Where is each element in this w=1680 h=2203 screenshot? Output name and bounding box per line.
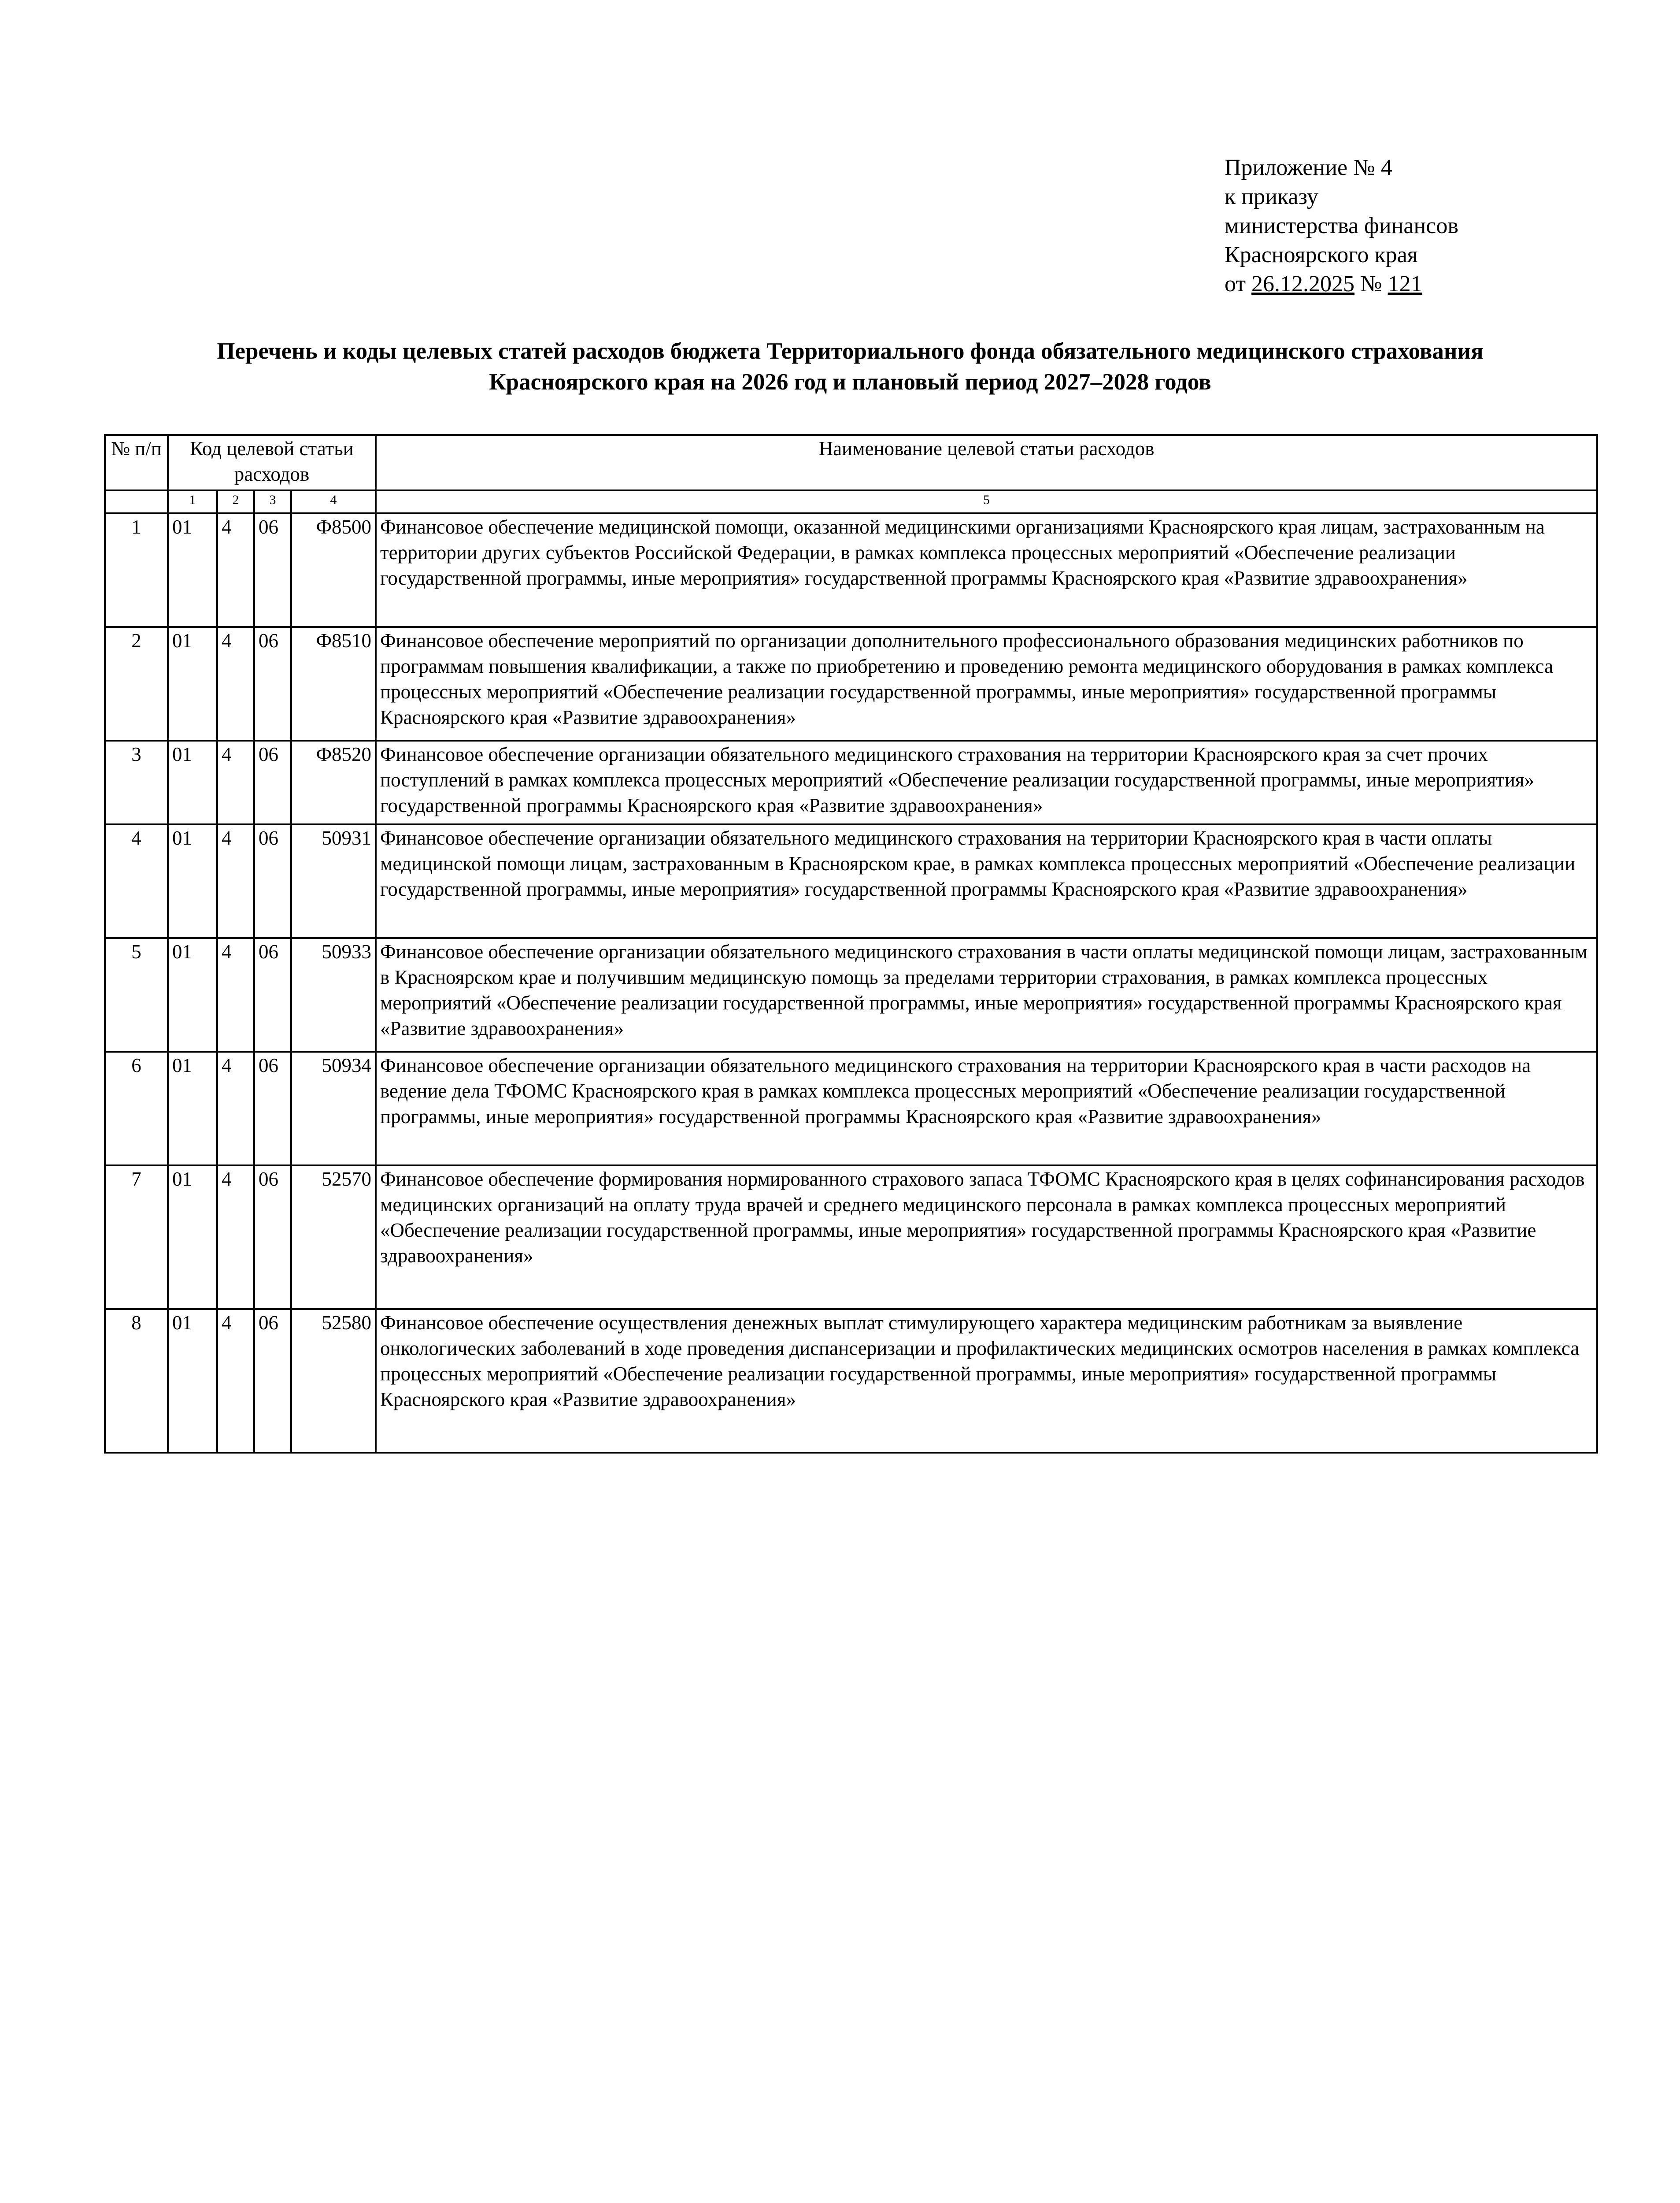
header-code: Код целевой статьи расходов <box>168 435 376 490</box>
col-num-blank <box>105 490 168 513</box>
table-row <box>105 627 1597 741</box>
row-number: 7 <box>105 1165 168 1309</box>
code-part-2: 4 <box>217 824 254 938</box>
table-row <box>105 741 1597 824</box>
article-name: Финансовое обеспечение мероприятий по организации дополнительного профессионального образования медицинских работников по программам повышения квалификации, а также по приобретению и проведению ремонта медицинского оборудования в рамках комплекса процессных мероприятий «Обеспечение реализации государственной программы, иные мероприятия» государственной программы Красноярского края «Развитие здравоохранения» <box>376 627 1597 741</box>
code-part-2: 4 <box>217 627 254 741</box>
row-number: 4 <box>105 824 168 938</box>
code-part-2: 4 <box>217 938 254 1052</box>
code-part-1: 01 <box>168 938 217 1052</box>
table-row <box>105 1165 1597 1309</box>
code-part-2: 4 <box>217 741 254 824</box>
article-name: Финансовое обеспечение медицинской помощи, оказанной медицинскими организациями Красноярского края лицам, застрахованным на территории других субъектов Российской Федерации, в рамках комплекса процессных мероприятий «Обеспечение реализации государственной программы, иные мероприятия» государственной программы Красноярского края «Развитие здравоохранения» <box>376 513 1597 627</box>
code-part-1: 01 <box>168 741 217 824</box>
article-name: Финансовое обеспечение организации обязательного медицинского страхования в части оплаты медицинской помощи лицам, застрахованным в Красноярском крае и получившим медицинскую помощь за пределами территории страхования, в рамках комплекса процессных мероприятий «Обеспечение реализации государственной программы, иные мероприятия» государственной программы Красноярского края «Развитие здравоохранения» <box>376 938 1597 1052</box>
article-name: Финансовое обеспечение организации обязательного медицинского страхования на территории Красноярского края в части оплаты медицинской помощи лицам, застрахованным в Красноярском крае, в рамках комплекса процессных мероприятий «Обеспечение реализации государственной программы, иные мероприятия» государственной программы Красноярского края «Развитие здравоохранения» <box>376 824 1597 938</box>
table-row <box>105 824 1597 938</box>
row-number: 3 <box>105 741 168 824</box>
row-number: 2 <box>105 627 168 741</box>
code-part-4: Ф8510 <box>291 627 376 741</box>
code-part-4: Ф8500 <box>291 513 376 627</box>
table-row <box>105 513 1597 627</box>
code-part-2: 4 <box>217 1052 254 1165</box>
table-header-row <box>105 435 1597 490</box>
article-name: Финансовое обеспечение осуществления денежных выплат стимулирующего характера медицинским работникам за выявление онкологических заболеваний в ходе проведения диспансеризации и профилактических медицинских осмотров населения в рамках комплекса процессных мероприятий «Обеспечение реализации государственной программы, иные мероприятия» государственной программы Красноярского края «Развитие здравоохранения» <box>376 1309 1597 1453</box>
appendix-block <box>1225 153 1458 299</box>
code-part-3: 06 <box>254 824 291 938</box>
article-name: Финансовое обеспечение организации обязательного медицинского страхования на территории Красноярского края за счет прочих поступлений в рамках комплекса процессных мероприятий «Обеспечение реализации государственной программы, иные мероприятия» государственной программы Красноярского края «Развитие здравоохранения» <box>376 741 1597 824</box>
title-line-1: Перечень и коды целевых статей расходов бюджета Территориального фонда обязательного медицинского страхования <box>217 338 1484 364</box>
title-line-2: Красноярского края на 2026 год и плановый период 2027–2028 годов <box>489 369 1211 395</box>
appendix-line-1: Приложение № 4 <box>1225 155 1392 180</box>
table-row <box>105 1309 1597 1453</box>
col-num-3: 3 <box>254 490 291 513</box>
row-number: 5 <box>105 938 168 1052</box>
table-row <box>105 1052 1597 1165</box>
appendix-date-line <box>1225 270 1458 299</box>
appendix-date: 26.12.2025 <box>1251 271 1355 297</box>
code-part-4: 50933 <box>291 938 376 1052</box>
code-part-3: 06 <box>254 1165 291 1309</box>
code-part-2: 4 <box>217 1309 254 1453</box>
code-part-3: 06 <box>254 741 291 824</box>
code-part-3: 06 <box>254 938 291 1052</box>
code-part-2: 4 <box>217 513 254 627</box>
appendix-line-4: Красноярского края <box>1225 242 1418 267</box>
column-number-row <box>105 490 1597 513</box>
col-num-5: 5 <box>376 490 1597 513</box>
appendix-date-prefix: от <box>1225 271 1246 297</box>
code-part-1: 01 <box>168 627 217 741</box>
code-part-4: 50931 <box>291 824 376 938</box>
col-num-4: 4 <box>291 490 376 513</box>
appendix-line-2: к приказу <box>1225 184 1318 209</box>
row-number: 8 <box>105 1309 168 1453</box>
code-part-4: Ф8520 <box>291 741 376 824</box>
code-part-1: 01 <box>168 824 217 938</box>
code-part-3: 06 <box>254 1052 291 1165</box>
appendix-line-3: министерства финансов <box>1225 213 1458 238</box>
article-name: Финансовое обеспечение организации обязательного медицинского страхования на территории Красноярского края в части расходов на ведение дела ТФОМС Красноярского края в рамках комплекса процессных мероприятий «Обеспечение реализации государственной программы, иные мероприятия» государственной программы Красноярского края «Развитие здравоохранения» <box>376 1052 1597 1165</box>
header-name: Наименование целевой статьи расходов <box>376 435 1597 490</box>
code-part-1: 01 <box>168 1165 217 1309</box>
appendix-number-sign: № <box>1360 271 1382 297</box>
header-num: № п/п <box>105 435 168 490</box>
row-number: 1 <box>105 513 168 627</box>
appendix-number: 121 <box>1388 271 1422 297</box>
row-number: 6 <box>105 1052 168 1165</box>
code-part-1: 01 <box>168 1052 217 1165</box>
code-part-4: 52580 <box>291 1309 376 1453</box>
code-part-3: 06 <box>254 513 291 627</box>
code-part-4: 50934 <box>291 1052 376 1165</box>
code-part-1: 01 <box>168 513 217 627</box>
article-name: Финансовое обеспечение формирования нормированного страхового запаса ТФОМС Красноярского края в целях софинансирования расходов медицинских организаций на оплату труда врачей и среднего медицинского персонала в рамках комплекса процессных мероприятий «Обеспечение реализации государственной программы, иные мероприятия» государственной программы Красноярского края «Развитие здравоохранения» <box>376 1165 1597 1309</box>
code-part-3: 06 <box>254 1309 291 1453</box>
col-num-2: 2 <box>217 490 254 513</box>
target-articles-table <box>104 434 1598 1454</box>
code-part-2: 4 <box>217 1165 254 1309</box>
document-title <box>101 336 1599 397</box>
table-row <box>105 938 1597 1052</box>
col-num-1: 1 <box>168 490 217 513</box>
code-part-1: 01 <box>168 1309 217 1453</box>
code-part-4: 52570 <box>291 1165 376 1309</box>
code-part-3: 06 <box>254 627 291 741</box>
